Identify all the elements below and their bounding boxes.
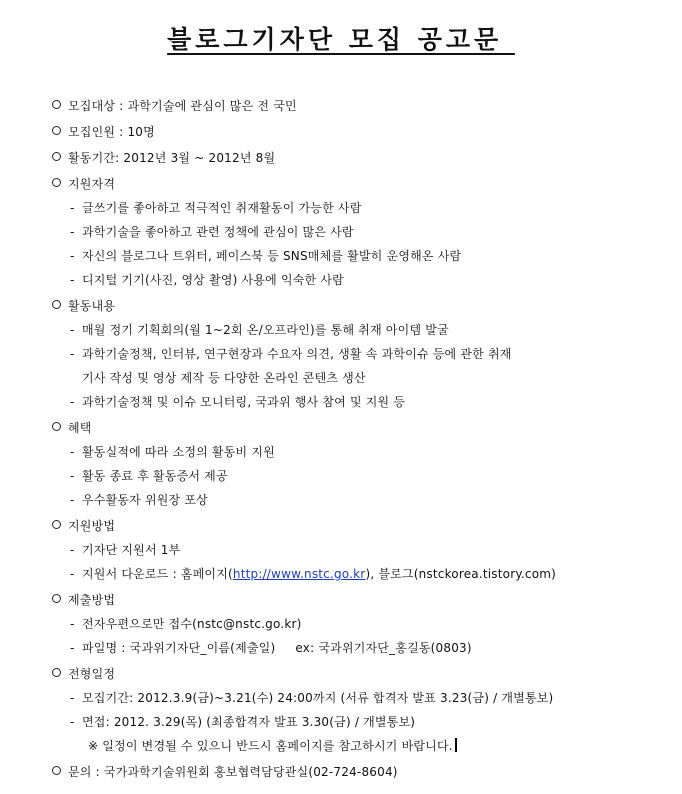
list-item: - 기자단 지원서 1부 [70,543,181,557]
benefits-heading: 혜택 [68,421,92,435]
list-item: - 면접: 2012. 3.29(목) (최종합격자 발표 3.30(금) / 개별통보) [70,715,416,729]
section-contact [0,760,682,784]
section-count [0,120,682,144]
schedule-heading: 전형일정 [68,667,116,681]
list-item: - 파일명 : 국과위기자단_이름(제출일) ex: 국과위기자단_홍길동(0803) [70,641,472,655]
period-text: 활동기간: 2012년 3월 ~ 2012년 8월 [68,151,276,165]
text-cursor [455,738,457,752]
activities-heading: 활동내용 [68,299,116,313]
section-schedule [0,662,682,758]
list-item: - 디지털 기기(사진, 영상 촬영) 사용에 익숙한 사람 [70,273,344,287]
circle-bullet-icon [52,520,61,529]
apply-heading: 지원방법 [68,519,116,533]
circle-bullet-icon [52,594,61,603]
circle-bullet-icon [52,766,61,775]
list-item: - 과학기술정책, 인터뷰, 연구현장과 수요자 의견, 생활 속 과학이슈 등에 관한 취재 [70,347,512,361]
list-item: - 모집기간: 2012.3.9(금)~3.21(수) 24:00까지 (서류 합격자 발표 3.23(금) / 개별통보) [70,691,554,705]
section-target [0,94,682,118]
section-activities [0,294,682,414]
schedule-note: ※ 일정이 변경될 수 있으니 반드시 홈페이지를 참고하시기 바랍니다. [0,734,682,758]
page-title: 블로그기자단 모집 공고문 [167,25,515,54]
circle-bullet-icon [52,126,61,135]
list-item: - 활동 종료 후 활동증서 제공 [70,469,228,483]
section-submit [0,588,682,660]
section-period [0,146,682,170]
list-item: - 지원서 다운로드 : 홈페이지(http://www.nstc.go.kr), 블로그(nstckorea.tistory.com) [70,567,557,581]
circle-bullet-icon [52,668,61,677]
list-item: - 자신의 블로그나 트위터, 페이스북 등 SNS매체를 활발히 운영해온 사람 [70,249,462,263]
section-apply [0,514,682,586]
list-item: - 글쓰기를 좋아하고 적극적인 취재활동이 가능한 사람 [70,201,362,215]
target-text: 모집대상 : 과학기술에 관심이 많은 전 국민 [68,99,297,113]
circle-bullet-icon [52,300,61,309]
list-item: - 매월 정기 기획회의(월 1~2회 온/오프라인)를 통해 취재 아이템 발굴 [70,323,449,337]
qualification-heading: 지원자격 [68,177,116,191]
list-item: - 전자우편으로만 접수(nstc@nstc.go.kr) [70,617,302,631]
list-item: - 활동실적에 따라 소정의 활동비 지원 [70,445,275,459]
list-item-continuation: 기사 작성 및 영상 제작 등 다양한 온라인 콘텐츠 생산 [82,371,366,385]
section-benefits [0,416,682,512]
submit-heading: 제출방법 [68,593,116,607]
list-item: - 우수활동자 위원장 포상 [70,493,208,507]
list-item: - 과학기술정책 및 이슈 모니터링, 국과위 행사 참여 및 지원 등 [70,395,406,409]
announcement-body [0,94,682,786]
circle-bullet-icon [52,422,61,431]
circle-bullet-icon [52,152,61,161]
circle-bullet-icon [52,178,61,187]
circle-bullet-icon [52,100,61,109]
list-item: - 과학기술을 좋아하고 관련 정책에 관심이 많은 사람 [70,225,354,239]
homepage-link[interactable]: http://www.nstc.go.kr [232,567,366,581]
contact-text: 문의 : 국가과학기술위원회 홍보협력담당관실(02-724-8604) [68,765,398,779]
section-qualification [0,172,682,292]
count-text: 모집인원 : 10명 [68,125,155,139]
